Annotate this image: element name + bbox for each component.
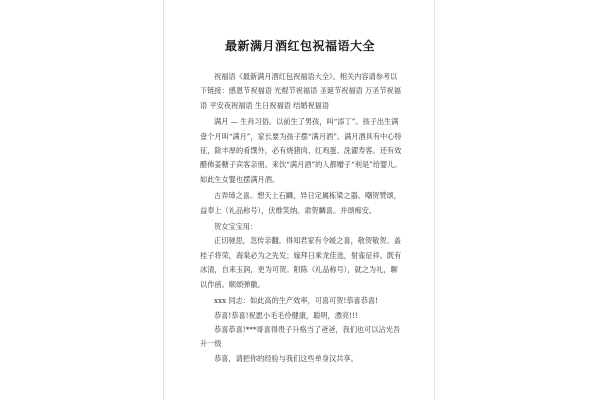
paragraph-congrats-1: xxx 同志：如此高的生产效率，可喜可贺!恭喜恭喜!	[214, 296, 378, 306]
paragraph-intro: 祝福语《最新满月酒红包祝福语大全》。相关内容请参考以下链接：感恩节祝福语 光棍节祝福语 圣诞节祝福语 万圣节祝福语 平安夜祝福语 生日祝福语 结婚祝福语	[200, 72, 401, 110]
paragraph-girl-heading: 贺女宝宝用：	[214, 222, 258, 232]
paragraph-congrats-3: 恭喜恭喜!***哥喜得贵子升格当了爸爸，我们也可以沾光吾升一级	[200, 324, 401, 349]
paragraph-congrats-4: 恭喜，请把你的经验与我们这些单身汉共享。	[214, 353, 358, 363]
paragraph-congrats-2: 恭喜!恭喜!祝愿小毛毛伶健康，聪明，漂亮!!!	[214, 310, 358, 320]
document-title: 最新满月酒红包祝福语大全	[224, 39, 375, 53]
paragraph-boy-blessing: 古弄璋之喜。想天上石麟，异日定属栋梁之器。嘲贺赞颂，益奉上（礼品称号），伏维笑纳。肃贺麟喜。并颂痴安。	[200, 191, 401, 215]
document-body	[200, 70, 403, 366]
paragraph-girl-blessing: 正切驰思，忽传亲翻。得知君家有令媛之喜，敬贺敬贺。盖桂子将荣，海棠必为之先发；嫁拜日乘龙佳选，射雀征祥。既有冰清，自来玉润，更为可贺。附陈（礼品称号），就之为礼，聊以作函。顺颂弹徽。	[200, 236, 402, 289]
paragraph-custom: 满月 — 生肖习俗。以前生了男孩，叫“添丁”。孩子出生满壹个月叫“满月”，家长要为孩子摆“满月酒”。满月酒具有中心特征，除丰厚的肴馔外，必有烧猪肉、红鸡蛋、洗濯寿客。还有效醋佈姜糖子宾客亲朋。来饮“满月酒”的人都赠子“利是”给婴儿。如此生女婴也摆满月酒。	[200, 117, 402, 184]
